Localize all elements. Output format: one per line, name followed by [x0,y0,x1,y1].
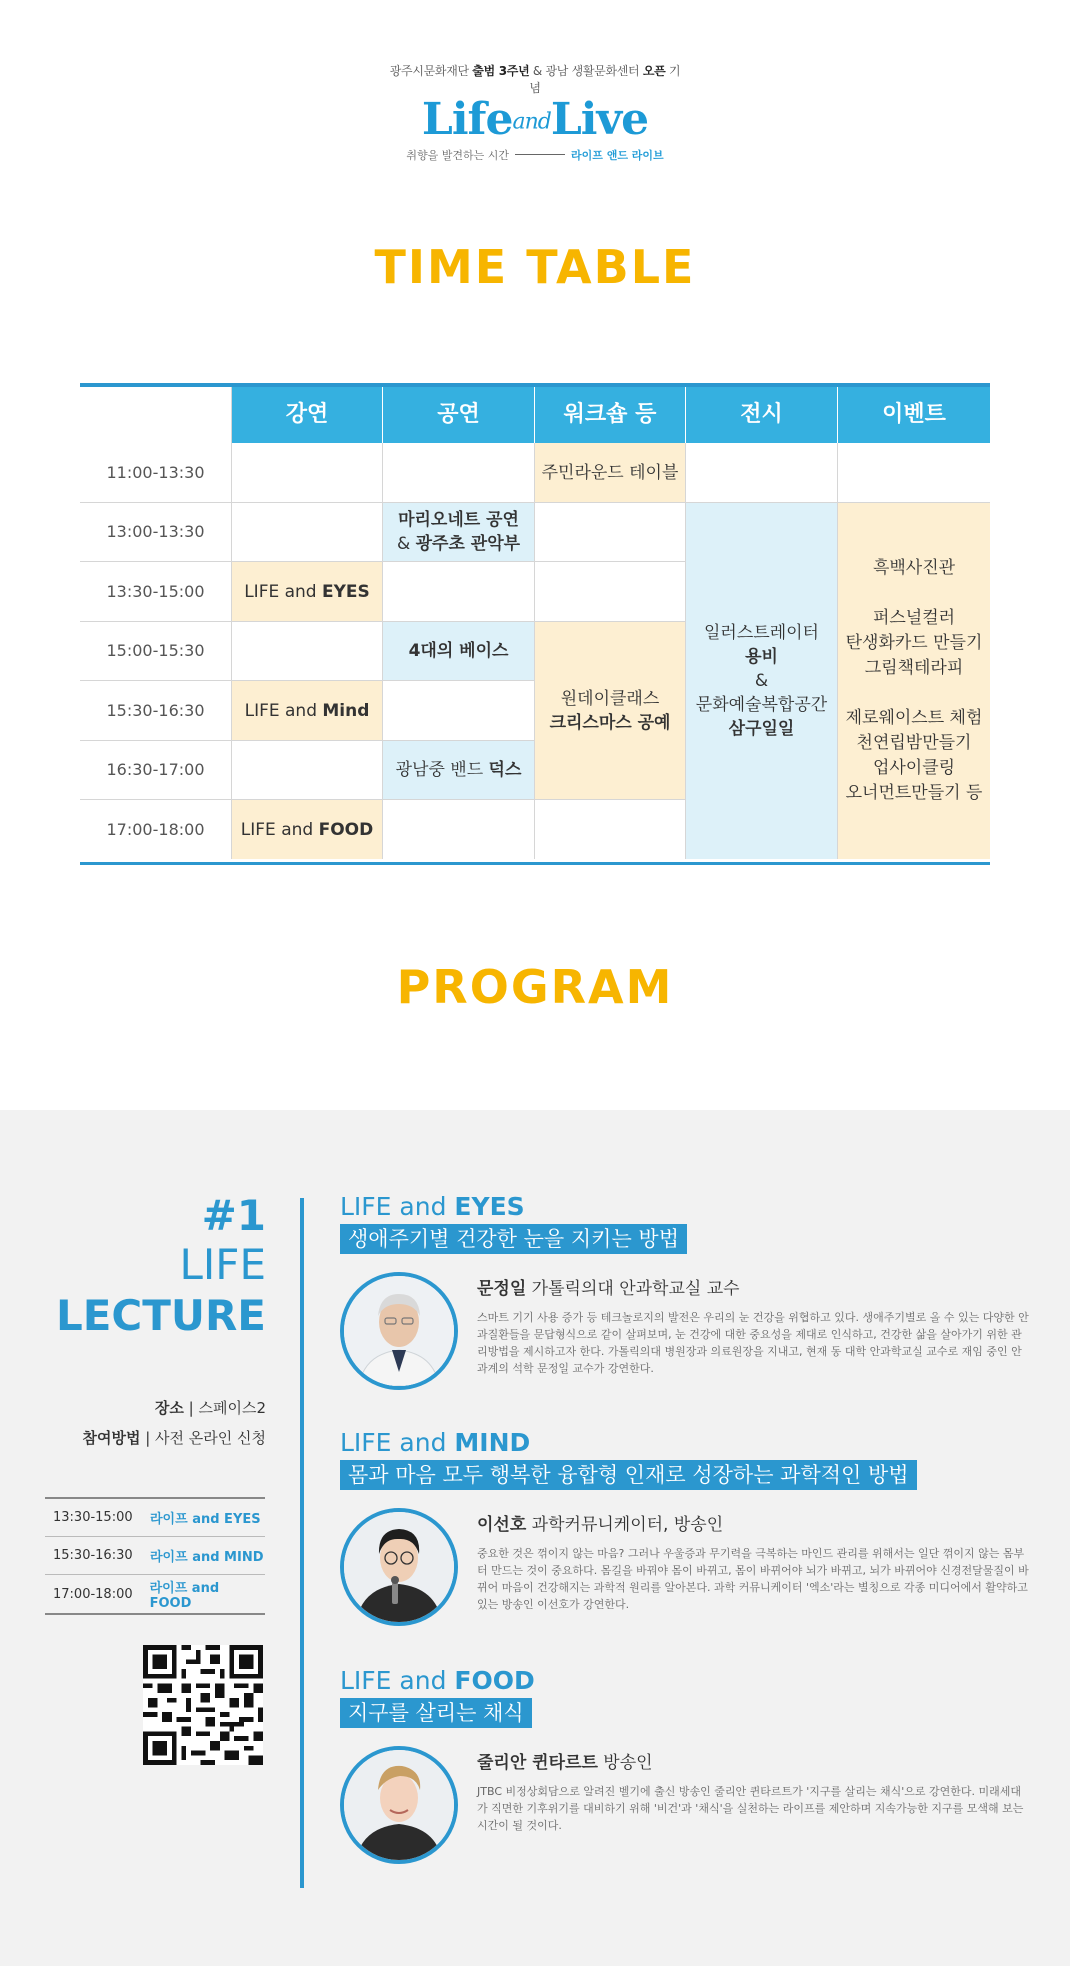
timetable-grid [80,387,990,862]
talk-eyes [340,1192,1030,1402]
event-cell [838,503,990,859]
speaker-description: JTBC 비정상회담으로 알려진 벨기에 출신 방송인 줄리안 퀸타르트가 '지구를 살리는 채식'으로 강연한다. 미래세대가 직면한 기후위기를 대비하기 위해 '비건'과 '채식'을 실천하는 라이프를 제안하며 지속가능한 지구를 모색해 보는 시간이 될 것이다. [477,1785,1024,1832]
empty-cell [232,622,383,681]
event-item: 업사이클링 [872,758,956,778]
speaker-description: 스마트 기기 사용 증가 등 테크놀로지의 발전은 우리의 눈 건강을 위협하고 있다. 생애주기별로 올 수 있는 다양한 안과질환들을 문답형식으로 같이 살펴보며, 눈 건강에 대한 중요성을 제대로 인식하고, 건강한 삶을 살아가기 위한 관리방법을 제시하고자 한다. 가톨릭의대 병원장과 의료원장을 지내고, 현재 동 대학 안과학교실 교수로 재임 중인 안과계의 석학 문정일 교수가 강연한다. [477,1311,1029,1375]
speaker-text [477,1510,1030,1613]
event-item [846,581,983,606]
lecture-mind-cell: LIFE and Mind [232,681,383,741]
event-item: 제로웨이스트 체험 [845,708,983,728]
logo-wordmark: LifeandLive [421,94,649,145]
workshop-oneday-class-cell: 원데이클래스 크리스마스 공예 [535,622,686,800]
time-slot: 13:00-13:30 [80,503,232,562]
empty-cell [838,443,990,503]
header-lecture: 강연 [232,387,383,443]
place-info: 장소 | 스페이스2 [154,1399,266,1417]
empty-cell [383,443,535,503]
lecture-schedule [45,1497,265,1615]
exhibition-cell: 일러스트레이터 용비 & 문화예술복합공간 삼구일일 [686,503,838,859]
event-item: 오너먼트만들기 등 [845,783,983,803]
workshop-roundtable-cell: 주민라운드 테이블 [535,443,686,503]
method-info: 참여방법 | 사전 온라인 신청 [82,1429,266,1447]
speaker-photo-avatar [340,1272,458,1390]
performance-marionette-cell: 마리오네트 공연 & 광주초 관악부 [383,503,535,562]
speaker-block [340,1508,1030,1638]
speaker-description: 중요한 것은 꺾이지 않는 마음? 그러나 우울증과 무기력을 극복하는 마인드 관리를 위해서는 일단 꺾이지 않는 몸부터 만드는 것이 중요하다. 몸길을 바꿔야 몸이 바뀌고, 몸이 바뀌어야 뇌가 바뀌고, 뇌가 바뀌어야 신경전달물질이 바뀌어 마음이 건강해지는 과학적 원리를 알아본다. 과학 커뮤니케이터 '엑소'라는 별칭으로 각종 미디어에서 활약하고 있는 방송인 이선호가 강연한다. [477,1547,1029,1611]
logo-tagline: 광주시문화재단 출범 3주년 & 광남 생활문화센터 오픈 기념 [389,64,681,95]
header-event: 이벤트 [838,387,990,443]
time-slot: 17:00-18:00 [80,800,232,859]
empty-cell [232,443,383,503]
time-slot: 15:30-16:30 [80,681,232,741]
speaker-photo-avatar [340,1508,458,1626]
talk-subtitle: 생애주기별 건강한 눈을 지키는 방법 [340,1224,687,1254]
talk-title: LIFE and FOOD [340,1666,535,1695]
time-slot: 16:30-17:00 [80,741,232,800]
speaker-photo-avatar [340,1746,458,1864]
event-logo [385,62,685,163]
performance-band-cell: 광남중 밴드 덕스 [383,741,535,800]
event-list [846,556,983,806]
lecture-life-label: LIFE [179,1240,266,1289]
talk-subtitle: 몸과 마음 모두 행복한 융합형 인재로 성장하는 과학적인 방법 [340,1460,917,1490]
lecture-info [82,1393,266,1453]
performance-bass-cell: 4대의 베이스 [383,622,535,681]
program-title: PROGRAM [396,960,674,1014]
time-slot: 11:00-13:30 [80,443,232,503]
header-workshop: 워크숍 등 [535,387,686,443]
speaker-block [340,1272,1030,1402]
empty-cell [383,681,535,741]
program-section [0,1110,1070,1966]
qr-code[interactable] [143,1645,263,1765]
speaker-name: 이선호 과학커뮤니케이터, 방송인 [477,1515,724,1535]
empty-cell [535,503,686,562]
timetable [80,383,990,865]
talk-title: LIFE and MIND [340,1428,531,1457]
time-slot: 13:30-15:00 [80,562,232,622]
schedule-row: 17:00-18:00 라이프 and FOOD [53,1581,220,1611]
speaker-name: 줄리안 퀸타르트 방송인 [477,1753,653,1773]
header-exhibition: 전시 [686,387,838,443]
empty-cell [535,562,686,622]
event-item: 천연립밤만들기 [856,733,972,753]
empty-cell [535,800,686,859]
empty-cell [383,800,535,859]
empty-cell [232,741,383,800]
lecture-label: LECTURE [55,1291,266,1340]
event-item: 퍼스널컬러 [872,608,956,628]
speaker-name: 문정일 가톨릭의대 안과학교실 교수 [477,1279,740,1299]
event-item: 탄생화카드 만들기 [845,633,983,653]
talk-food [340,1666,1030,1876]
schedule-row: 15:30-16:30 라이프 and MIND [45,1537,265,1575]
empty-cell [232,503,383,562]
speaker-text [477,1748,1030,1834]
lecture-number: #1 [201,1191,266,1240]
timetable-corner [80,387,232,443]
talk-subtitle: 지구를 살리는 채식 [340,1698,532,1728]
speaker-block [340,1746,1030,1876]
header-performance: 공연 [383,387,535,443]
timetable-title: TIME TABLE [374,240,696,294]
time-slot: 15:00-15:30 [80,622,232,681]
logo-subline: 취향을 발견하는 시간 라이프 앤드 라이브 [406,148,664,162]
speaker-text [477,1274,1030,1377]
talk-title: LIFE and EYES [340,1192,525,1221]
divider-line [300,1198,304,1888]
schedule-row: 13:30-15:00 라이프 and EYES [45,1499,265,1537]
lecture-food-cell: LIFE and FOOD [232,800,383,859]
event-item: 그림책테라피 [864,658,964,678]
empty-cell [686,443,838,503]
event-item [846,681,983,706]
lecture-eyes-cell: LIFE and EYES [232,562,383,622]
empty-cell [383,562,535,622]
event-item: 흑백사진관 [872,558,956,578]
lecture-heading [56,1192,266,1342]
talk-mind [340,1428,1030,1638]
